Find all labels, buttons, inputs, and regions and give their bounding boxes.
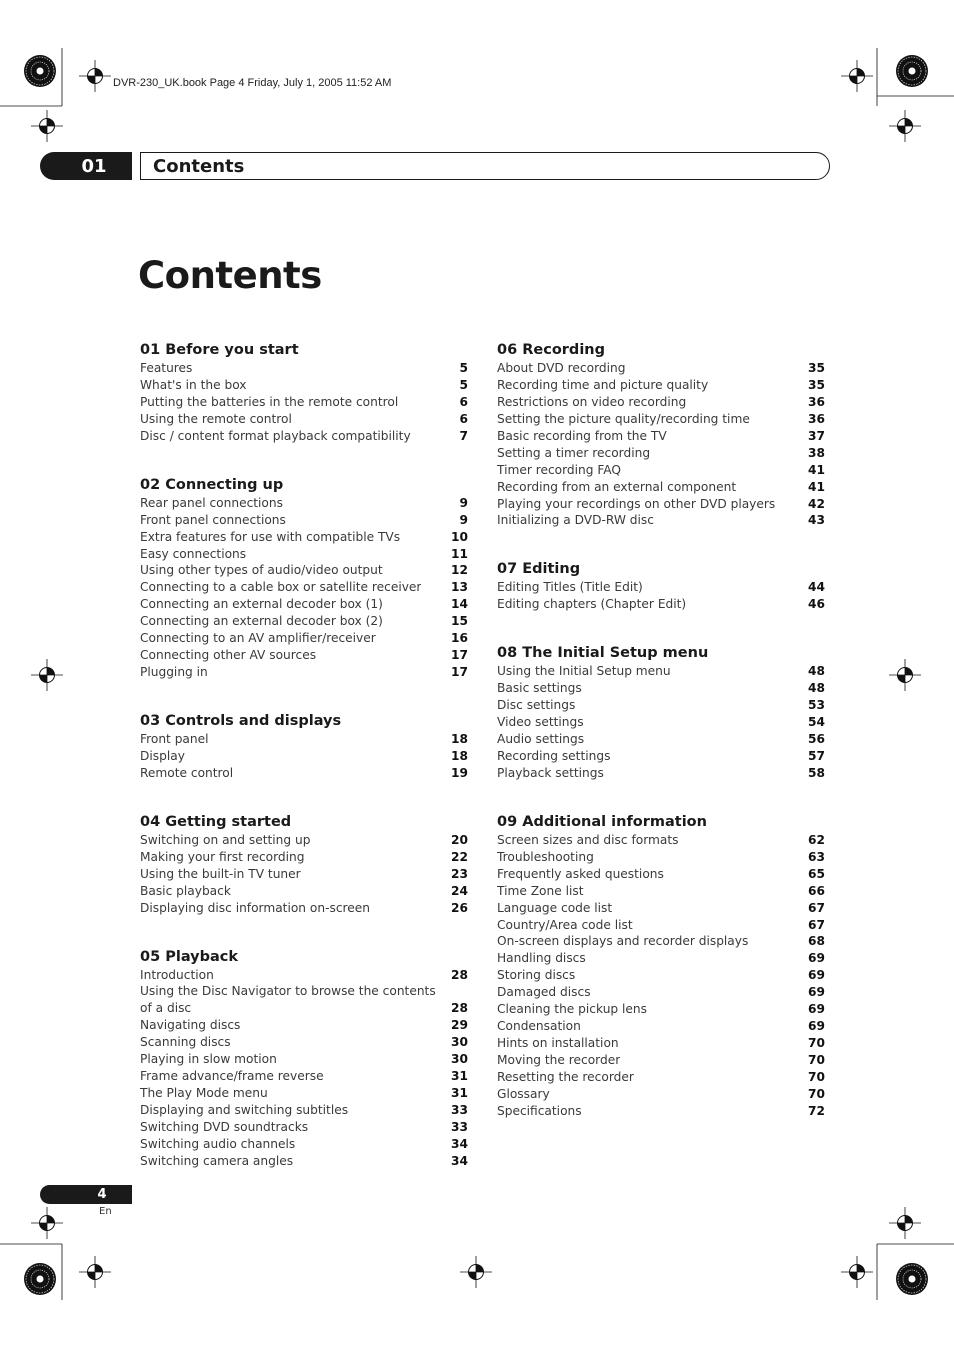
toc-entry[interactable]: [140, 1102, 468, 1119]
entry-page-number: 19: [451, 765, 468, 780]
entry-page-number: 16: [451, 631, 468, 646]
toc-entry[interactable]: [497, 496, 825, 513]
entry-page-number: 54: [808, 715, 825, 730]
toc-entry[interactable]: [140, 596, 468, 613]
entry-page-number: 41: [808, 462, 825, 477]
toc-entry[interactable]: [140, 866, 468, 883]
toc-entry[interactable]: [497, 663, 825, 680]
entry-label: Damaged discs: [497, 985, 591, 1000]
toc-entry[interactable]: [497, 697, 825, 714]
entry-page-number: 18: [451, 732, 468, 746]
entry-page-number: 36: [808, 394, 825, 409]
entry-label: Editing Titles (Title Edit): [497, 580, 643, 595]
entry-label: of a disc: [140, 1001, 192, 1016]
entry-label: Features: [140, 361, 193, 375]
entry-page-number: 17: [451, 648, 468, 663]
entry-label: Disc / content format playback compatibility: [140, 428, 411, 443]
language-label: En: [99, 1206, 112, 1217]
toc-entry[interactable]: [140, 529, 468, 546]
toc-entry[interactable]: [497, 731, 825, 748]
toc-entry[interactable]: [140, 1017, 468, 1034]
entry-label: Timer recording FAQ: [497, 462, 621, 477]
entry-page-number: 34: [451, 1136, 468, 1151]
entry-page-number: 70: [808, 1036, 825, 1051]
toc-entry[interactable]: [140, 1085, 468, 1102]
entry-page-number: 24: [451, 883, 468, 898]
toc-entry[interactable]: [497, 866, 825, 883]
entry-page-number: 30: [451, 1035, 468, 1050]
toc-entry[interactable]: [497, 1035, 825, 1052]
toc-section: [497, 340, 825, 529]
entry-page-number: 69: [808, 985, 825, 1000]
entry-label: What's in the box: [140, 377, 247, 392]
entry-page-number: 67: [808, 900, 825, 915]
entry-page-number: 69: [808, 1019, 825, 1034]
entry-page-number: 31: [451, 1069, 468, 1084]
toc-entry[interactable]: [140, 1068, 468, 1085]
entry-label: Easy connections: [140, 546, 247, 561]
entry-page-number: 33: [451, 1119, 468, 1134]
crosshair-icon: [31, 659, 63, 691]
entry-page-number: 28: [451, 967, 468, 982]
toc-entry[interactable]: [497, 512, 825, 529]
entry-page-number: 7: [459, 428, 468, 443]
entry-page-number: 5: [459, 377, 468, 392]
toc-entry[interactable]: [140, 731, 468, 748]
entry-label: Displaying disc information on-screen: [140, 900, 370, 915]
entry-page-number: 66: [808, 883, 825, 898]
toc-entry[interactable]: [497, 479, 825, 496]
entry-page-number: 67: [808, 917, 825, 932]
entry-page-number: 38: [808, 445, 825, 460]
entry-page-number: 11: [451, 546, 468, 561]
entry-label: Resetting the recorder: [497, 1069, 634, 1084]
toc-entry[interactable]: [140, 394, 468, 411]
toc-entry[interactable]: [497, 1052, 825, 1069]
toc-entry[interactable]: [497, 360, 825, 377]
toc-entry[interactable]: [497, 596, 825, 613]
entry-page-number: 65: [808, 866, 825, 881]
toc-entry[interactable]: [140, 512, 468, 529]
section-title: 05 Playback: [140, 948, 239, 965]
entry-page-number: 5: [459, 361, 468, 375]
toc-entry[interactable]: [140, 765, 468, 782]
header-title: Contents: [140, 152, 830, 180]
entry-page-number: 69: [808, 951, 825, 966]
entry-label: Using other types of audio/video output: [140, 563, 383, 578]
toc-entry[interactable]: [497, 394, 825, 411]
entry-label: Putting the batteries in the remote control: [140, 394, 399, 409]
entry-label: Basic settings: [497, 681, 582, 696]
entry-page-number: 6: [459, 411, 468, 426]
entry-page-number: 12: [451, 563, 468, 578]
entry-label: Audio settings: [497, 732, 585, 746]
toc-entry[interactable]: [140, 1051, 468, 1068]
toc-entry[interactable]: [497, 714, 825, 731]
entry-label: Switching audio channels: [140, 1136, 296, 1151]
toc-entry[interactable]: [497, 984, 825, 1001]
entry-page-number: 33: [451, 1103, 468, 1118]
entry-label: Troubleshooting: [497, 849, 594, 864]
entry-label: Recording settings: [497, 748, 611, 763]
entry-label: Introduction: [140, 967, 214, 982]
toc-entry[interactable]: [497, 950, 825, 967]
entry-label: Using the remote control: [140, 411, 292, 426]
toc-entry[interactable]: [497, 849, 825, 866]
toc-section: [140, 812, 468, 917]
toc-entry[interactable]: [140, 377, 468, 394]
toc-entry[interactable]: [497, 748, 825, 765]
entry-page-number: 63: [808, 849, 825, 864]
toc-entry[interactable]: [140, 1136, 468, 1153]
entry-page-number: 26: [451, 900, 468, 915]
crosshair-icon: [79, 1256, 111, 1288]
crosshair-icon: [79, 60, 111, 92]
section-title: 04 Getting started: [140, 813, 292, 830]
entry-page-number: 69: [808, 968, 825, 983]
entry-page-number: 9: [459, 512, 468, 527]
toc-section: [140, 947, 468, 1170]
entry-page-number: 20: [451, 832, 468, 847]
entry-page-number: 18: [451, 748, 468, 763]
entry-label: The Play Mode menu: [140, 1086, 268, 1101]
entry-page-number: 36: [808, 411, 825, 426]
entry-label: Moving the recorder: [497, 1053, 621, 1067]
entry-page-number: 46: [808, 597, 825, 612]
crosshair-icon: [889, 110, 921, 142]
toc-entry[interactable]: [140, 832, 468, 849]
crosshair-icon: [841, 60, 873, 92]
entry-page-number: 57: [808, 748, 825, 763]
entry-page-number: 17: [451, 665, 468, 680]
entry-label: Restrictions on video recording: [497, 394, 687, 409]
entry-page-number: 35: [808, 361, 825, 375]
entry-label: Using the built-in TV tuner: [140, 866, 301, 881]
toc-entry[interactable]: [497, 917, 825, 934]
toc-entry[interactable]: [140, 900, 468, 917]
entry-label: Switching camera angles: [140, 1153, 294, 1168]
entry-page-number: 35: [808, 377, 825, 392]
toc-entry[interactable]: [140, 748, 468, 765]
entry-label: Navigating discs: [140, 1018, 241, 1033]
entry-page-number: 68: [808, 934, 825, 949]
entry-label: Glossary: [497, 1086, 550, 1101]
toc-entry[interactable]: [140, 411, 468, 428]
print-info-line: DVR-230_UK.book Page 4 Friday, July 1, 2005 11:52 AM: [113, 77, 392, 89]
toc-entry[interactable]: [497, 900, 825, 917]
toc-entry[interactable]: [497, 428, 825, 445]
toc-section: [497, 643, 825, 782]
crosshair-icon: [841, 1256, 873, 1288]
entry-label: Scanning discs: [140, 1035, 231, 1050]
entry-label: Front panel connections: [140, 512, 286, 527]
crosshair-icon: [889, 659, 921, 691]
entry-label: Recording time and picture quality: [497, 377, 709, 392]
entry-label: Hints on installation: [497, 1036, 619, 1051]
crosshair-icon: [889, 1207, 921, 1239]
entry-label: Video settings: [497, 715, 584, 730]
toc-section: [140, 711, 468, 782]
toc-entry[interactable]: [497, 445, 825, 462]
entry-page-number: 70: [808, 1053, 825, 1067]
entry-label: Plugging in: [140, 665, 208, 680]
entry-label: Using the Initial Setup menu: [497, 664, 671, 679]
entry-page-number: 41: [808, 479, 825, 494]
toc-right-column: [497, 340, 825, 1150]
entry-label: Editing chapters (Chapter Edit): [497, 597, 687, 612]
toc-entry[interactable]: [497, 1103, 825, 1120]
section-title: 08 The Initial Setup menu: [497, 645, 709, 662]
entry-label: On-screen displays and recorder displays: [497, 934, 749, 949]
entry-label: Using the Disc Navigator to browse the contents: [140, 984, 436, 999]
entry-label: Playing your recordings on other DVD players: [497, 496, 776, 511]
entry-page-number: 48: [808, 664, 825, 679]
entry-label: Screen sizes and disc formats: [497, 832, 679, 847]
entry-page-number: 37: [808, 428, 825, 443]
toc-entry[interactable]: [497, 579, 825, 596]
toc-entry[interactable]: [497, 1086, 825, 1103]
entry-label: Extra features for use with compatible TVs: [140, 529, 401, 544]
entry-label: Frequently asked questions: [497, 866, 664, 881]
toc-entry[interactable]: [140, 1153, 468, 1170]
entry-page-number: 53: [808, 698, 825, 713]
entry-label: Cleaning the pickup lens: [497, 1002, 647, 1017]
entry-page-number: 14: [451, 597, 468, 612]
toc-entry[interactable]: [140, 613, 468, 630]
toc-entry[interactable]: [497, 765, 825, 782]
section-title: 07 Editing: [497, 561, 581, 578]
toc-entry[interactable]: [140, 1119, 468, 1136]
toc-entry[interactable]: [140, 562, 468, 579]
entry-page-number: 43: [808, 513, 825, 528]
entry-label: Setting the picture quality/recording time: [497, 411, 750, 426]
entry-label: Displaying and switching subtitles: [140, 1103, 349, 1118]
toc-entry[interactable]: [140, 546, 468, 563]
entry-label: Specifications: [497, 1103, 582, 1118]
toc-entry[interactable]: [140, 428, 468, 445]
entry-label: Time Zone list: [497, 883, 584, 898]
entry-label: Switching on and setting up: [140, 832, 311, 847]
entry-label: Connecting an external decoder box (1): [140, 597, 383, 612]
entry-page-number: 69: [808, 1002, 825, 1017]
crosshair-icon: [31, 1207, 63, 1239]
toc-entry[interactable]: [497, 1069, 825, 1086]
entry-label: Setting a timer recording: [497, 445, 651, 460]
entry-label: Making your first recording: [140, 849, 305, 864]
section-title: 06 Recording: [497, 342, 605, 358]
entry-page-number: 15: [451, 614, 468, 629]
toc-entry[interactable]: [497, 1018, 825, 1035]
entry-page-number: 44: [808, 580, 825, 595]
entry-page-number: 10: [451, 529, 468, 544]
entry-page-number: 30: [451, 1052, 468, 1067]
entry-label: Language code list: [497, 900, 613, 915]
entry-page-number: 48: [808, 681, 825, 696]
entry-label: Connecting to a cable box or satellite receiver: [140, 580, 422, 595]
entry-page-number: 42: [808, 496, 825, 511]
page-title: Contents: [138, 254, 322, 297]
toc-entry[interactable]: [140, 630, 468, 647]
entry-label: Remote control: [140, 765, 234, 780]
entry-label: Front panel: [140, 732, 209, 746]
crosshair-icon: [31, 110, 63, 142]
toc-entry[interactable]: [140, 983, 468, 1017]
toc-entry[interactable]: [140, 360, 468, 377]
toc-entry[interactable]: [140, 849, 468, 866]
entry-page-number: 28: [451, 1001, 468, 1016]
entry-page-number: 13: [451, 580, 468, 595]
toc-entry[interactable]: [497, 411, 825, 428]
toc-entry[interactable]: [497, 967, 825, 984]
toc-entry[interactable]: [140, 647, 468, 664]
toc-left-column: [140, 340, 468, 1200]
toc-section: [140, 475, 468, 681]
toc-section: [497, 812, 825, 1120]
registration-target-icon: [24, 55, 56, 87]
entry-label: Connecting other AV sources: [140, 648, 317, 663]
crosshair-icon: [460, 1256, 492, 1288]
registration-target-icon: [24, 1263, 56, 1295]
toc-entry[interactable]: [140, 967, 468, 984]
entry-label: Playback settings: [497, 765, 604, 780]
section-title: 03 Controls and displays: [140, 713, 342, 729]
entry-page-number: 31: [451, 1086, 468, 1101]
chapter-number-tab: 01: [40, 152, 132, 180]
entry-page-number: 29: [451, 1018, 468, 1033]
toc-entry[interactable]: [497, 1001, 825, 1018]
entry-label: Initializing a DVD-RW disc: [497, 513, 654, 528]
entry-label: Recording from an external component: [497, 479, 737, 494]
entry-page-number: 22: [451, 849, 468, 864]
toc-entry[interactable]: [497, 377, 825, 394]
toc-section: [140, 340, 468, 445]
toc-entry[interactable]: [497, 680, 825, 697]
entry-label: Country/Area code list: [497, 917, 633, 932]
entry-page-number: 70: [808, 1086, 825, 1101]
entry-label: Connecting an external decoder box (2): [140, 614, 383, 629]
entry-label: Rear panel connections: [140, 495, 283, 510]
entry-label: About DVD recording: [497, 361, 626, 375]
entry-label: Connecting to an AV amplifier/receiver: [140, 631, 376, 646]
entry-page-number: 34: [451, 1153, 468, 1168]
toc-entry[interactable]: [497, 933, 825, 950]
section-title: 02 Connecting up: [140, 476, 284, 493]
entry-label: Frame advance/frame reverse: [140, 1069, 324, 1084]
toc-entry[interactable]: [497, 883, 825, 900]
registration-target-icon: [896, 1263, 928, 1295]
toc-entry[interactable]: [140, 1034, 468, 1051]
entry-label: Condensation: [497, 1019, 581, 1034]
entry-label: Playing in slow motion: [140, 1052, 277, 1067]
entry-page-number: 6: [459, 394, 468, 409]
section-title: 01 Before you start: [140, 342, 299, 358]
toc-entry[interactable]: [140, 664, 468, 681]
toc-entry[interactable]: [140, 579, 468, 596]
registration-target-icon: [896, 55, 928, 87]
entry-page-number: 58: [808, 765, 825, 780]
section-title: 09 Additional information: [497, 813, 707, 830]
toc-entry[interactable]: [497, 462, 825, 479]
entry-page-number: 56: [808, 732, 825, 746]
toc-section: [497, 559, 825, 613]
entry-label: Disc settings: [497, 698, 576, 713]
entry-page-number: 9: [459, 495, 468, 510]
entry-page-number: 70: [808, 1069, 825, 1084]
entry-page-number: 23: [451, 866, 468, 881]
entry-page-number: 72: [808, 1103, 825, 1118]
entry-page-number: 62: [808, 832, 825, 847]
toc-entry[interactable]: [140, 883, 468, 900]
entry-label: Basic recording from the TV: [497, 428, 667, 443]
entry-label: Basic playback: [140, 883, 231, 898]
entry-label: Handling discs: [497, 951, 586, 966]
page-number-tab: 4: [40, 1185, 132, 1204]
entry-label: Display: [140, 748, 185, 763]
entry-label: Switching DVD soundtracks: [140, 1119, 309, 1134]
entry-label: Storing discs: [497, 968, 576, 983]
toc-entry[interactable]: [497, 832, 825, 849]
toc-entry[interactable]: [140, 495, 468, 512]
